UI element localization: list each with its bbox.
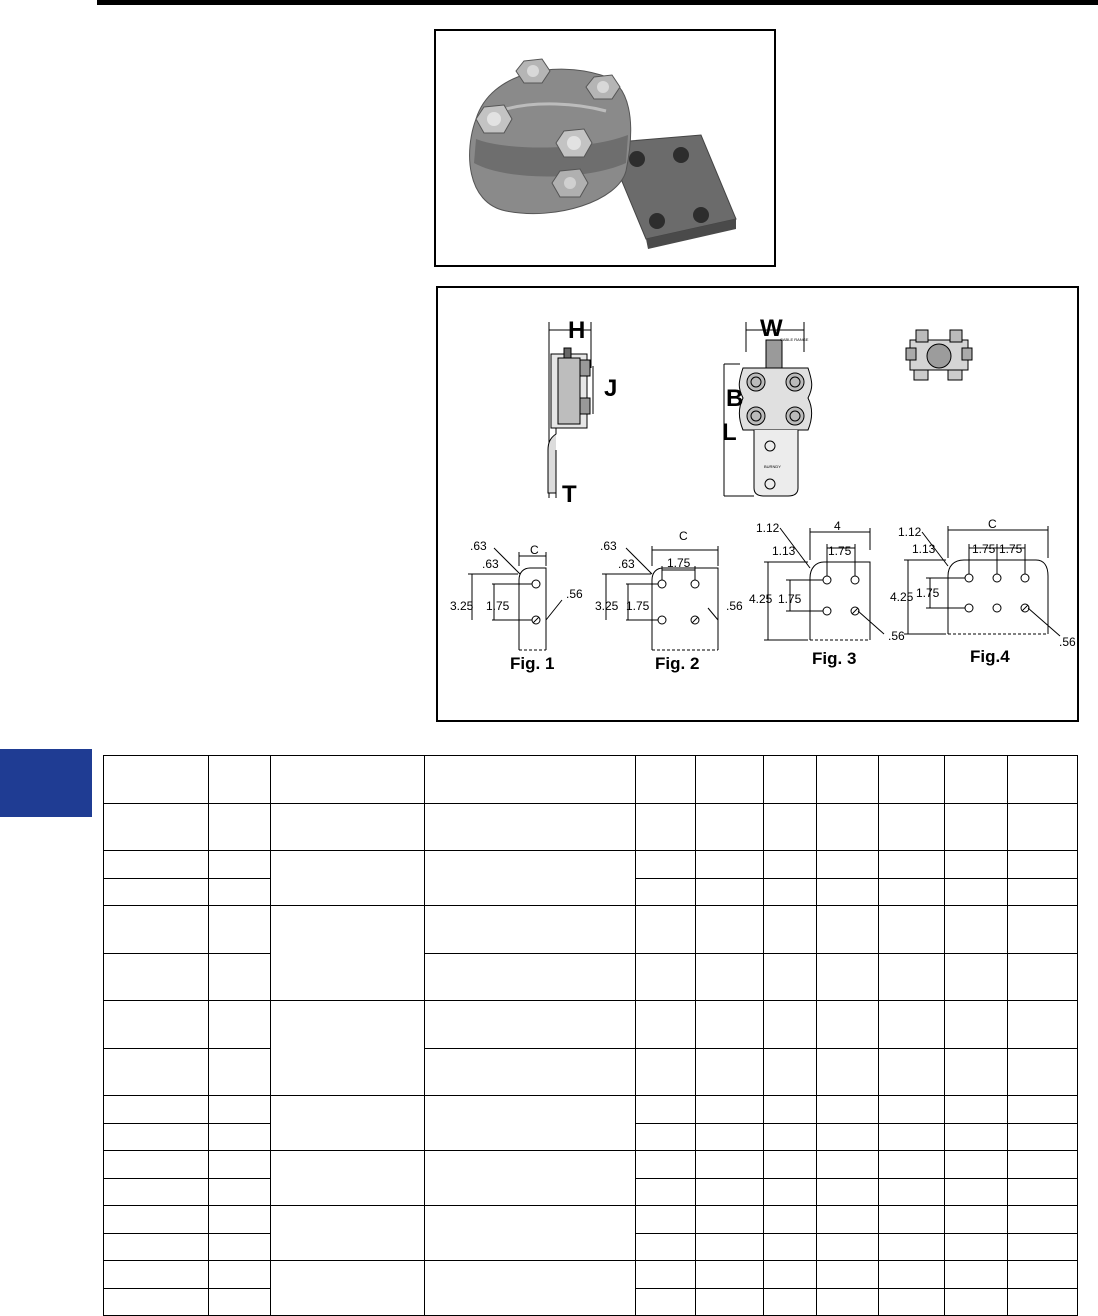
- table-cell: [879, 1049, 945, 1096]
- table-cell: [271, 804, 425, 851]
- table-cell: [764, 954, 817, 1001]
- table-cell: [104, 879, 209, 906]
- table-cell: [425, 1206, 636, 1261]
- table-cell: [945, 954, 1008, 1001]
- table-cell: [1008, 1124, 1078, 1151]
- table-cell: [209, 1206, 271, 1234]
- table-row: [104, 851, 1078, 879]
- fig3-dim-112: 1.12: [756, 521, 780, 535]
- table-cell: [696, 954, 764, 1001]
- table-cell: [271, 851, 425, 906]
- table-cell: [271, 1206, 425, 1261]
- table-cell: [945, 1151, 1008, 1179]
- table-cell: [764, 756, 817, 804]
- table-row: [104, 1096, 1078, 1124]
- table-cell: [764, 1179, 817, 1206]
- table-cell: [945, 1289, 1008, 1316]
- fig1-dim-063b: .63: [482, 557, 499, 571]
- table-cell: [696, 1206, 764, 1234]
- table-cell: [104, 1206, 209, 1234]
- table-cell: [879, 1151, 945, 1179]
- table-cell: [636, 1001, 696, 1049]
- fig4-dim-112: 1.12: [898, 525, 922, 539]
- table-cell: [425, 1151, 636, 1206]
- table-cell: [696, 879, 764, 906]
- table-cell: [696, 1096, 764, 1124]
- table-cell: [104, 804, 209, 851]
- table-cell: [1008, 756, 1078, 804]
- table-cell: [696, 756, 764, 804]
- table-cell: [879, 851, 945, 879]
- table-row: [104, 1206, 1078, 1234]
- table-cell: [764, 1049, 817, 1096]
- table-cell: [425, 1001, 636, 1049]
- table-cell: [209, 1179, 271, 1206]
- table-cell: [879, 1124, 945, 1151]
- table-cell: [945, 1096, 1008, 1124]
- table-cell: [636, 954, 696, 1001]
- table-cell: [696, 1049, 764, 1096]
- table-cell: [636, 1261, 696, 1289]
- table-cell: [945, 756, 1008, 804]
- table-cell: [817, 1206, 879, 1234]
- table-cell: [879, 1234, 945, 1261]
- fig4-dim-113: 1.13: [912, 542, 936, 556]
- table-row: [104, 954, 1078, 1001]
- dim-W: W: [760, 315, 783, 342]
- fig4-dim-056: .56: [1059, 635, 1076, 649]
- brand-label: BURNDY: [764, 464, 781, 469]
- dim-B: B: [726, 385, 744, 412]
- table-cell: [764, 1001, 817, 1049]
- table-cell: [817, 851, 879, 879]
- cable-range-label: CABLE RANGE: [780, 337, 809, 342]
- dim-H: H: [568, 317, 586, 344]
- table-cell: [945, 1234, 1008, 1261]
- table-row: [104, 906, 1078, 954]
- table-cell: [879, 879, 945, 906]
- fig-2-label: Fig. 2: [655, 654, 700, 673]
- table-cell: [209, 1049, 271, 1096]
- fig1-dim-175: 1.75: [486, 599, 510, 613]
- table-cell: [1008, 1001, 1078, 1049]
- table-cell: [271, 1096, 425, 1151]
- dim-J: J: [604, 375, 618, 402]
- table-cell: [945, 906, 1008, 954]
- table-cell: [104, 906, 209, 954]
- table-cell: [271, 1151, 425, 1206]
- fig2-dim-175: 1.75: [626, 599, 650, 613]
- table-cell: [696, 1124, 764, 1151]
- fig4-dim-425: 4.25: [890, 590, 914, 604]
- table-cell: [425, 1261, 636, 1316]
- table-cell: [636, 906, 696, 954]
- table-cell: [1008, 879, 1078, 906]
- table-cell: [104, 1234, 209, 1261]
- table-cell: [764, 906, 817, 954]
- table-cell: [1008, 1234, 1078, 1261]
- table-cell: [1008, 1151, 1078, 1179]
- dim-L: L: [722, 419, 737, 446]
- table-cell: [696, 1289, 764, 1316]
- table-cell: [209, 1289, 271, 1316]
- table-cell: [104, 1124, 209, 1151]
- top-rule: [97, 0, 1098, 5]
- table-cell: [764, 1096, 817, 1124]
- table-cell: [636, 1206, 696, 1234]
- fig2-dim-325: 3.25: [595, 599, 619, 613]
- table-cell: [209, 879, 271, 906]
- table-cell: [764, 879, 817, 906]
- table-row: [104, 1049, 1078, 1096]
- table-cell: [696, 804, 764, 851]
- table-row: [104, 756, 1078, 804]
- table-cell: [945, 851, 1008, 879]
- table-cell: [817, 1124, 879, 1151]
- table-cell: [817, 1001, 879, 1049]
- table-cell: [425, 804, 636, 851]
- table-cell: [696, 1151, 764, 1179]
- table-cell: [104, 1049, 209, 1096]
- table-cell: [764, 1151, 817, 1179]
- table-cell: [696, 1179, 764, 1206]
- table-cell: [817, 879, 879, 906]
- table-cell: [271, 1001, 425, 1096]
- table-cell: [104, 1179, 209, 1206]
- fig2-dim-175-top: 1.75: [667, 556, 691, 570]
- table-cell: [104, 954, 209, 1001]
- table-cell: [945, 804, 1008, 851]
- dimension-drawing: [436, 286, 1079, 722]
- spec-table-body: [104, 756, 1078, 1316]
- table-cell: [817, 1261, 879, 1289]
- fig-4-label: Fig.4: [970, 647, 1010, 666]
- table-cell: [209, 851, 271, 879]
- fig4-dim-175: 1.75: [916, 586, 940, 600]
- table-cell: [879, 804, 945, 851]
- bolt-1: [516, 59, 550, 83]
- product-photo: [434, 29, 776, 267]
- table-cell: [945, 1001, 1008, 1049]
- table-cell: [764, 804, 817, 851]
- table-cell: [817, 1289, 879, 1316]
- fig3-dim-425: 4.25: [749, 592, 773, 606]
- table-cell: [1008, 1206, 1078, 1234]
- table-cell: [209, 1124, 271, 1151]
- table-cell: [425, 906, 636, 954]
- table-cell: [764, 851, 817, 879]
- table-cell: [636, 851, 696, 879]
- table-cell: [1008, 954, 1078, 1001]
- table-cell: [879, 1261, 945, 1289]
- table-cell: [209, 954, 271, 1001]
- table-cell: [209, 1151, 271, 1179]
- table-cell: [696, 1234, 764, 1261]
- table-cell: [817, 1049, 879, 1096]
- fig2-dim-056: .56: [726, 599, 743, 613]
- table-cell: [104, 1001, 209, 1049]
- table-cell: [945, 1049, 1008, 1096]
- table-cell: [817, 1096, 879, 1124]
- table-cell: [879, 906, 945, 954]
- table-cell: [879, 1206, 945, 1234]
- spec-table: [103, 755, 1078, 1316]
- table-cell: [764, 1124, 817, 1151]
- table-cell: [209, 906, 271, 954]
- connector-photo-illustration: [436, 31, 774, 265]
- table-cell: [945, 1179, 1008, 1206]
- fig1-dim-325: 3.25: [450, 599, 474, 613]
- table-cell: [425, 1096, 636, 1151]
- table-cell: [817, 906, 879, 954]
- table-cell: [104, 1261, 209, 1289]
- table-cell: [879, 1001, 945, 1049]
- table-cell: [879, 1179, 945, 1206]
- fig4-dim-175-b: 1.75: [999, 542, 1023, 556]
- table-cell: [425, 1049, 636, 1096]
- fig4-dim-C: C: [988, 517, 997, 531]
- table-cell: [817, 1179, 879, 1206]
- table-cell: [879, 1289, 945, 1316]
- table-cell: [696, 851, 764, 879]
- fig2-dim-063a: .63: [600, 539, 617, 553]
- fig3-dim-175-top: 1.75: [828, 544, 852, 558]
- table-cell: [1008, 1289, 1078, 1316]
- table-cell: [636, 756, 696, 804]
- table-row: [104, 1151, 1078, 1179]
- table-cell: [209, 804, 271, 851]
- table-cell: [696, 906, 764, 954]
- table-cell: [817, 954, 879, 1001]
- table-cell: [636, 1124, 696, 1151]
- fig3-dim-056: .56: [888, 629, 905, 643]
- table-cell: [817, 1234, 879, 1261]
- table-row: [104, 1261, 1078, 1289]
- dimension-drawing-svg: [438, 288, 1077, 720]
- fig3-dim-175: 1.75: [778, 592, 802, 606]
- table-cell: [817, 1151, 879, 1179]
- fig1-dim-C: C: [530, 543, 539, 557]
- table-cell: [636, 879, 696, 906]
- table-cell: [1008, 1096, 1078, 1124]
- table-cell: [945, 1124, 1008, 1151]
- table-cell: [636, 804, 696, 851]
- table-cell: [209, 1096, 271, 1124]
- table-cell: [764, 1206, 817, 1234]
- table-row: [104, 1001, 1078, 1049]
- side-view: [548, 322, 591, 498]
- table-cell: [104, 756, 209, 804]
- table-cell: [1008, 1179, 1078, 1206]
- table-cell: [636, 1179, 696, 1206]
- table-cell: [1008, 906, 1078, 954]
- table-cell: [271, 1261, 425, 1316]
- fig1-dim-063a: .63: [470, 539, 487, 553]
- clamp-end-view: [906, 330, 972, 380]
- table-cell: [879, 756, 945, 804]
- table-cell: [879, 1096, 945, 1124]
- fig4-dim-175-a: 1.75: [972, 542, 996, 556]
- table-cell: [425, 851, 636, 906]
- fig3-dim-4: 4: [834, 519, 841, 533]
- fig-3-label: Fig. 3: [812, 649, 857, 668]
- table-cell: [209, 756, 271, 804]
- table-cell: [764, 1289, 817, 1316]
- table-cell: [104, 1289, 209, 1316]
- fig-1-label: Fig. 1: [510, 654, 555, 673]
- table-cell: [1008, 1261, 1078, 1289]
- table-cell: [271, 906, 425, 1001]
- table-cell: [636, 1049, 696, 1096]
- table-cell: [1008, 1049, 1078, 1096]
- table-cell: [636, 1234, 696, 1261]
- table-cell: [696, 1001, 764, 1049]
- table-cell: [271, 756, 425, 804]
- table-cell: [636, 1289, 696, 1316]
- table-cell: [817, 756, 879, 804]
- table-cell: [945, 879, 1008, 906]
- table-cell: [945, 1206, 1008, 1234]
- table-cell: [817, 804, 879, 851]
- dim-T: T: [562, 481, 577, 508]
- table-cell: [209, 1001, 271, 1049]
- table-cell: [636, 1096, 696, 1124]
- table-cell: [636, 1151, 696, 1179]
- table-cell: [945, 1261, 1008, 1289]
- table-row: [104, 804, 1078, 851]
- fig2-dim-C: C: [679, 529, 688, 543]
- table-cell: [1008, 851, 1078, 879]
- table-cell: [104, 851, 209, 879]
- table-cell: [425, 756, 636, 804]
- table-cell: [104, 1096, 209, 1124]
- table-cell: [879, 954, 945, 1001]
- section-tab: [0, 749, 92, 817]
- table-cell: [1008, 804, 1078, 851]
- table-cell: [764, 1234, 817, 1261]
- table-cell: [209, 1261, 271, 1289]
- table-cell: [209, 1234, 271, 1261]
- table-cell: [696, 1261, 764, 1289]
- table-cell: [764, 1261, 817, 1289]
- fig2-dim-063b: .63: [618, 557, 635, 571]
- fig1-dim-056: .56: [566, 587, 583, 601]
- table-cell: [425, 954, 636, 1001]
- fig3-dim-113: 1.13: [772, 544, 796, 558]
- table-cell: [104, 1151, 209, 1179]
